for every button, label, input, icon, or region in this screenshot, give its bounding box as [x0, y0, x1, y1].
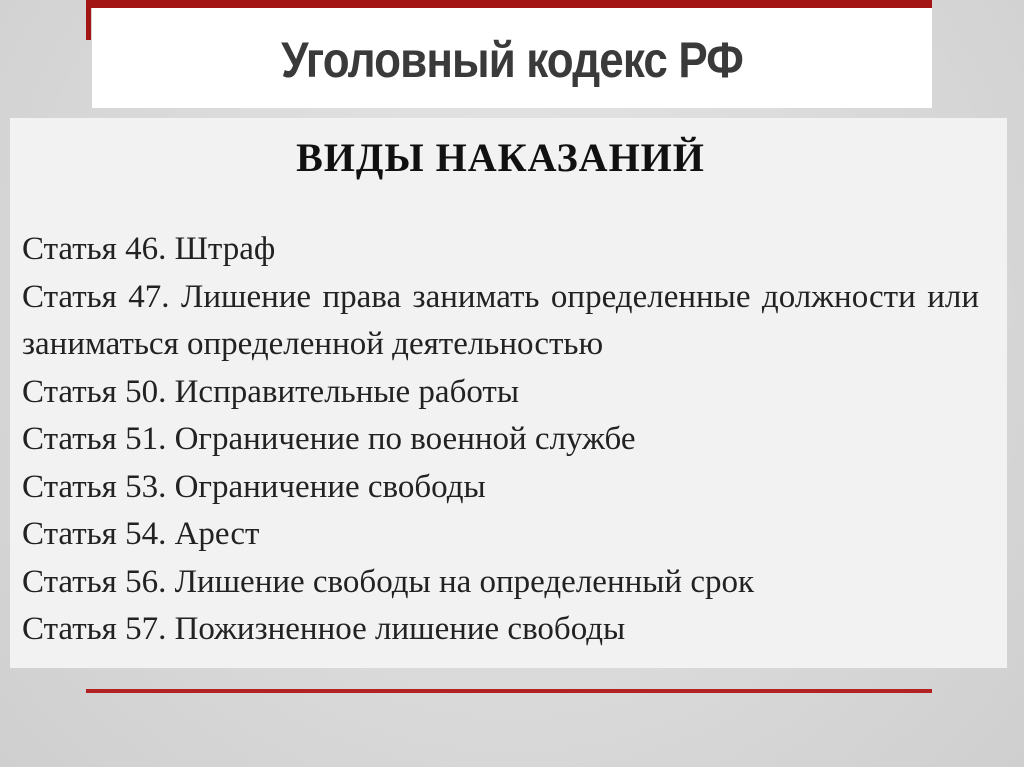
list-item: Статья 54. Арест	[22, 516, 260, 552]
content-panel	[10, 118, 1007, 668]
list-item: Статья 56. Лишение свободы на определенный срок	[22, 563, 755, 600]
section-heading: ВИДЫ НАКАЗАНИЙ	[296, 135, 705, 180]
list-item: Статья 51. Ограничение по военной службе	[22, 421, 636, 457]
list-item: Статья 53. Ограничение свободы	[22, 468, 486, 505]
article-list	[22, 226, 979, 654]
list-item: Статья 57. Пожизненное лишение свободы	[22, 611, 626, 647]
bottom-divider	[86, 689, 932, 693]
list-item: Статья 46. Штраф	[22, 231, 276, 267]
list-item: Статья 50. Исправительные работы	[22, 373, 520, 410]
slide-title: Уголовный кодекс РФ	[281, 32, 743, 88]
list-item: Статья 47. Лишение права занимать определенные должности или заниматься определенной деятельностью	[22, 278, 979, 362]
